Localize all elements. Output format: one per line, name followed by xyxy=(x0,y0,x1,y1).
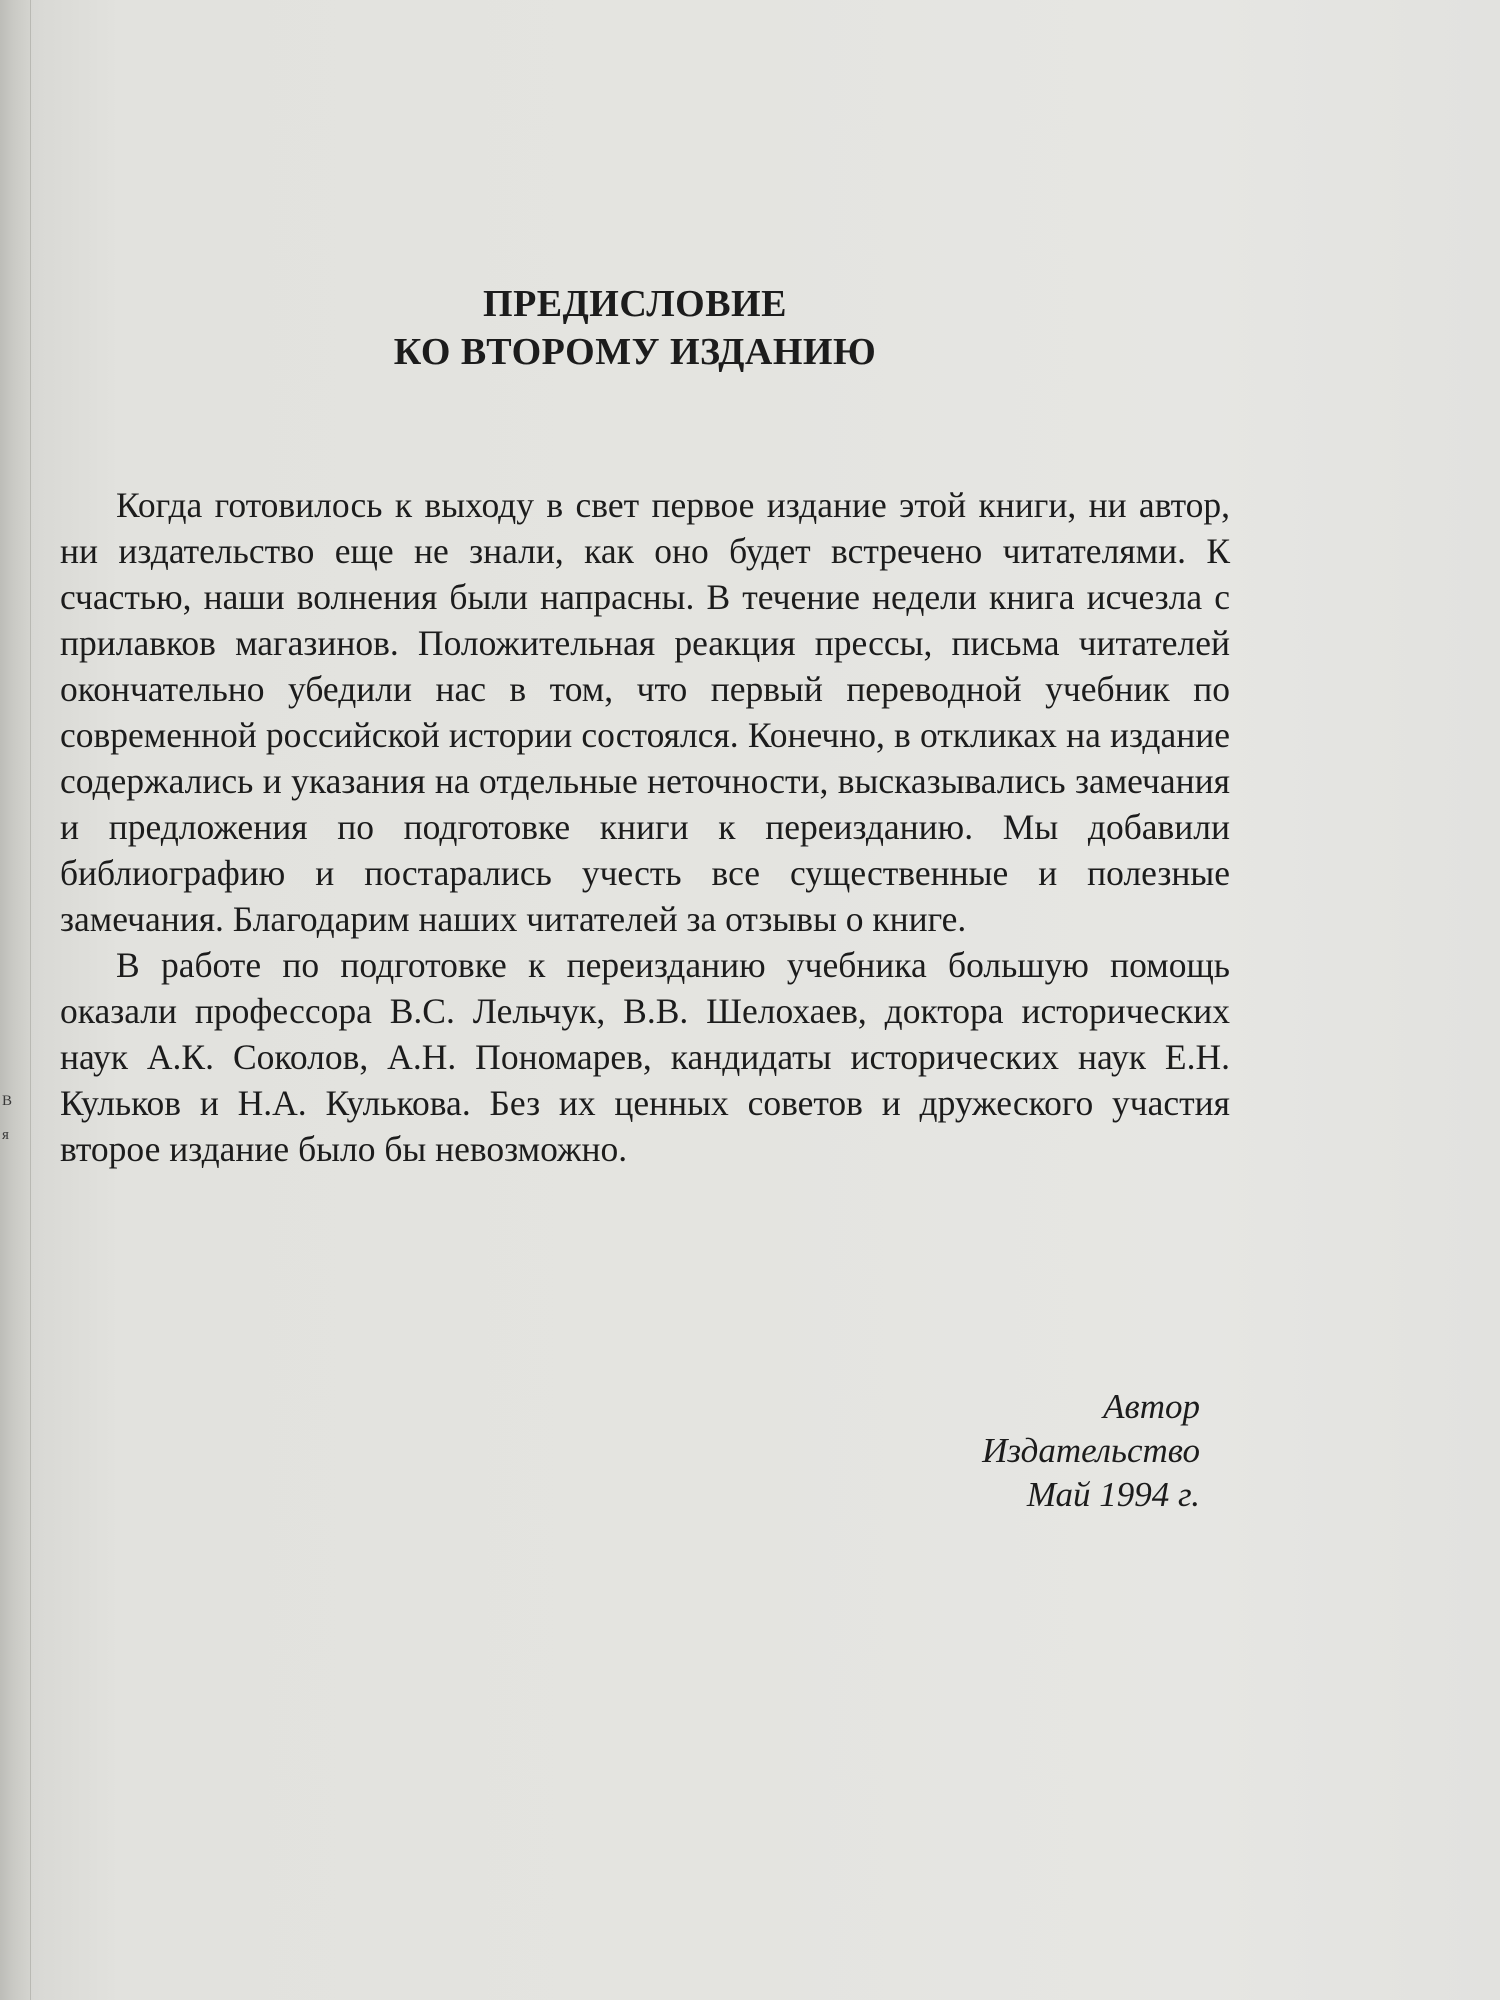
edge-mark: я xyxy=(2,1127,9,1143)
signature-author: Автор xyxy=(1103,1387,1200,1426)
preface-subtitle: КО ВТОРОМУ ИЗДАНИЮ xyxy=(393,331,877,373)
signature-block xyxy=(982,1385,1200,1517)
signature-publisher: Издательство xyxy=(982,1431,1200,1470)
edge-mark: В xyxy=(2,1093,13,1109)
preface-title: ПРЕДИСЛОВИЕ xyxy=(483,283,787,325)
paragraph: Когда готовилось к выходу в свет первое издание этой книги, ни автор, ни издательство еще не знали, как оно будет встречено читателями. К счастью, наши волнения были напрасны. В течение недели книга исчезла с прилавков магазинов. Положительная реакция прессы, письма читателей окончательно убедили нас в том, что первый переводной учебник по современной российской истории состоялся. Конечно, в откликах на издание содержались и указания на отдельные неточности, высказывались замечания и предложения по подготовке книги к переизданию. Мы добавили библиографию и постарались учесть все существенные и полезные замечания. Благодарим наших читателей за отзывы о книге. xyxy=(60,485,1230,939)
paragraph: В работе по подготовке к переизданию учебника большую помощь оказали профессора В.С. Лельчук, В.В. Шелохаев, доктора исторических наук А.К. Соколов, А.Н. Пономарев, кандидаты исторических наук Е.Н. Кульков и Н.А. Кулькова. Без их ценных советов и дружеского участия второе издание было бы невозможно. xyxy=(60,945,1230,1169)
signature-date: Май 1994 г. xyxy=(1026,1475,1200,1514)
preface-body xyxy=(60,482,1230,1172)
